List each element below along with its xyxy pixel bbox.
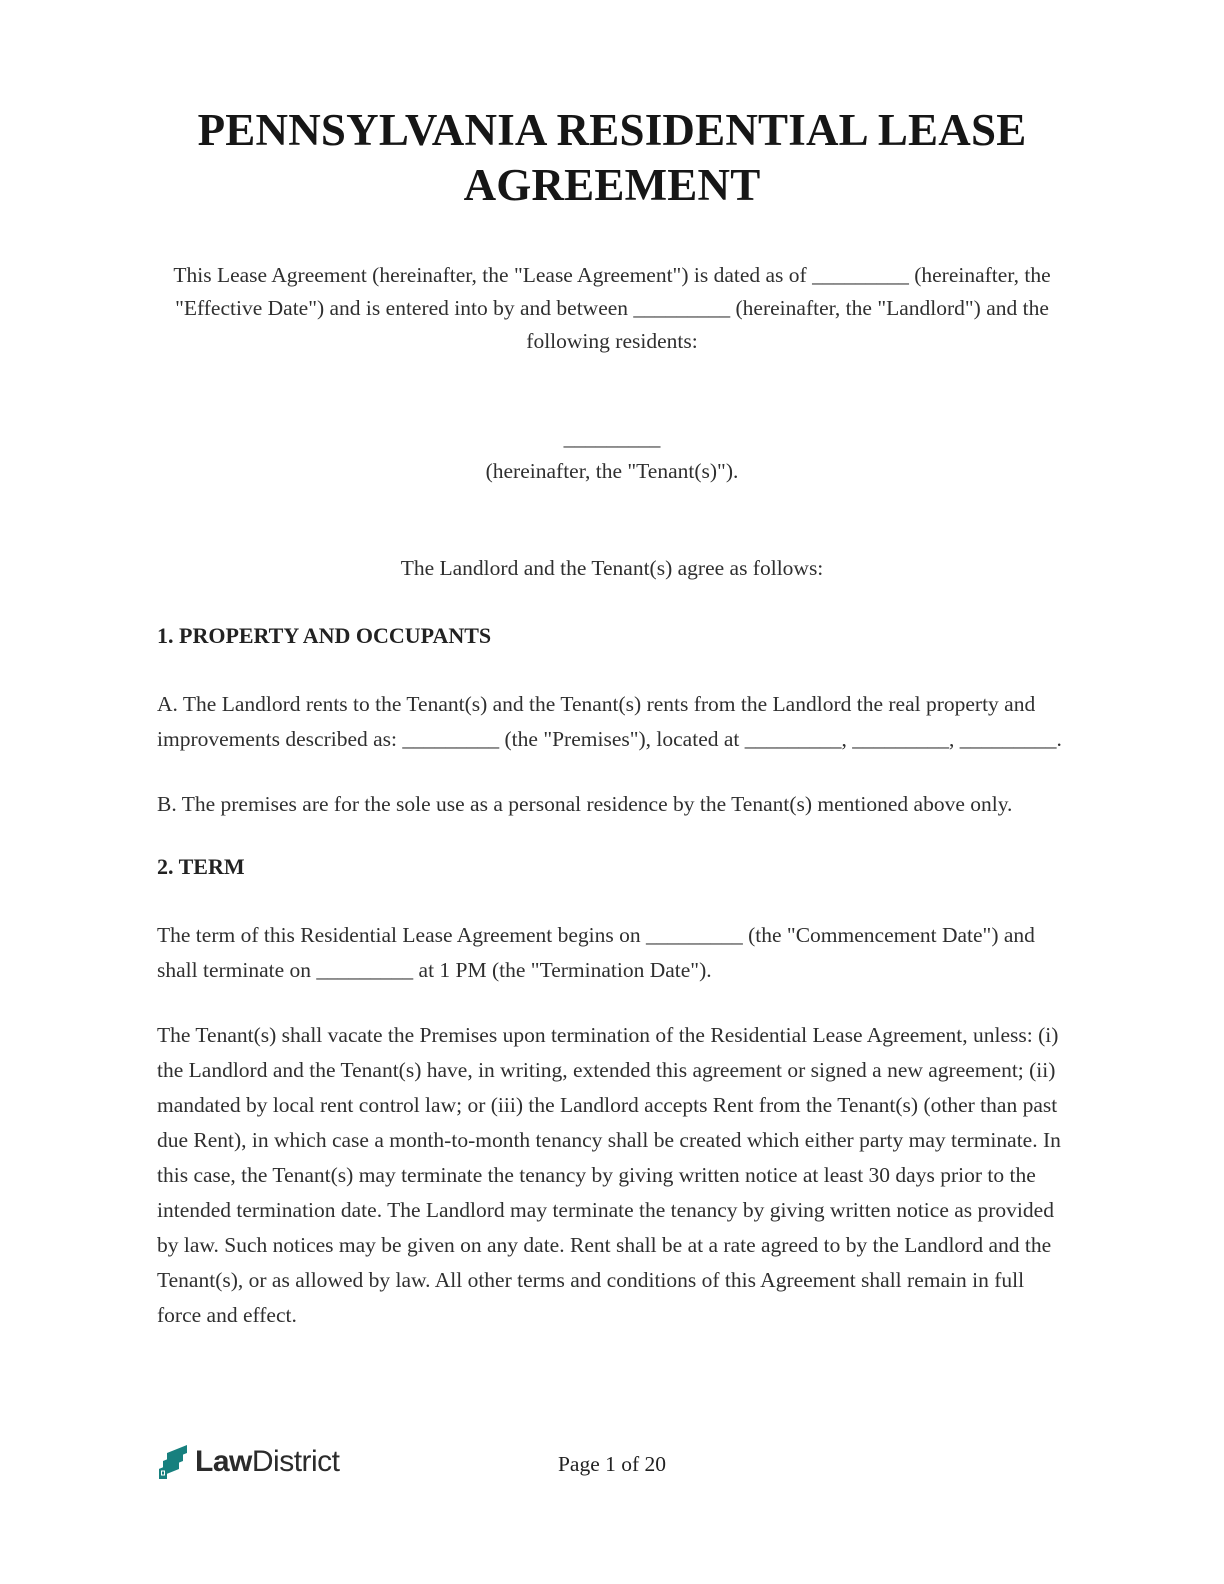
page-footer: [0, 1438, 1224, 1498]
section-2-paragraph-1: The term of this Residential Lease Agreement begins on _________ (the "Commencement Date") and shall terminate on _________ at 1 PM (the "Termination Date").: [157, 923, 1035, 982]
tenant-name-blank: _________: [563, 426, 661, 450]
agreement-lead-in: The Landlord and the Tenant(s) agree as follows:: [400, 556, 824, 580]
section-1-paragraph-a: A. The Landlord rents to the Tenant(s) and the Tenant(s) rents from the Landlord the real property and improvements described as: _________ (the "Premises"), located at _________, _________, _________.: [157, 692, 1062, 751]
section-1-paragraph-b: B. The premises are for the sole use as a personal residence by the Tenant(s) mentioned above only.: [157, 792, 1013, 816]
intro-paragraph: This Lease Agreement (hereinafter, the "Lease Agreement") is dated as of _________ (hereinafter, the "Effective Date") and is entered into by and between _________ (hereinafter, the "Landlord") and the following residents:: [173, 263, 1051, 353]
section-1-heading: 1. PROPERTY AND OCCUPANTS: [157, 623, 492, 648]
tenant-definition-line: (hereinafter, the "Tenant(s)").: [485, 459, 739, 483]
logo-text-district: District: [251, 1445, 340, 1478]
section-2-heading: 2. TERM: [157, 854, 245, 879]
section-2-paragraph-2: The Tenant(s) shall vacate the Premises upon termination of the Residential Lease Agreement, unless: (i) the Landlord and the Tenant(s) have, in writing, extended this agreement or signed a new agreement; (ii) mandated by local rent control law; or (iii) the Landlord accepts Rent from the Tenant(s) (other than past due Rent), in which case a month-to-month tenancy shall be created which either party may terminate. In this case, the Tenant(s) may terminate the tenancy by giving written notice at least 30 days prior to the intended termination date. The Landlord may terminate the tenancy by giving written notice as provided by law. Such notices may be given on any date. Rent shall be at a rate agreed to by the Landlord and the Tenant(s), or as allowed by law. All other terms and conditions of this Agreement shall remain in full force and effect.: [157, 1023, 1061, 1327]
document-title: PENNSYLVANIA RESIDENTIAL LEASE AGREEMENT: [197, 105, 1027, 210]
page-number-label: Page 1 of 20: [557, 1452, 667, 1476]
logo-text-law: Law: [195, 1445, 252, 1478]
